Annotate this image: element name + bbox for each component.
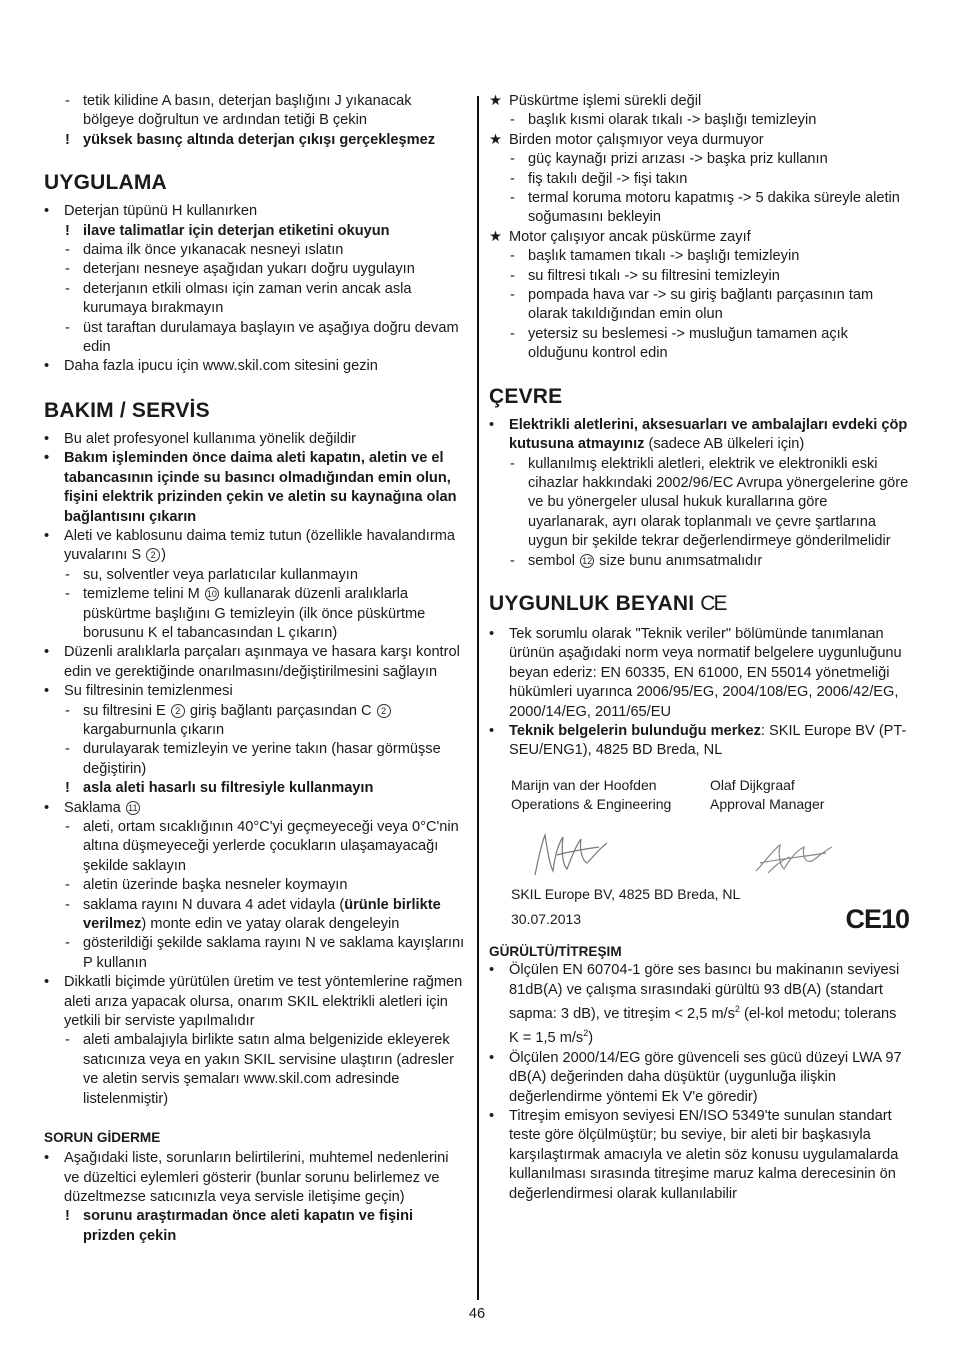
list-item: - su filtresi tıkalı -> su filtresini temizleyin <box>510 267 780 284</box>
left-column <box>44 92 466 1246</box>
section-heading-uygunluk: UYGUNLUK BEYANI CE <box>489 591 726 615</box>
list-item: - daima ilk önce yıkanacak nesneyi ıslatın <box>65 242 344 259</box>
list-item: - durulayarak temizleyin ve yerine takın (hasar görmüşse değiştirin) <box>65 741 441 777</box>
list-item: - gösterildiği şekilde saklama rayını N ve saklama kayışlarını P kullanın <box>65 935 465 971</box>
list-item: - aletin üzerinde başka nesneler koymayın <box>65 877 348 894</box>
section-heading-gurultu: GÜRÜLTÜ/TİTREŞIM <box>489 944 622 960</box>
list-item: - sembol 12 size bunu anımsatmalıdır <box>510 552 763 569</box>
list-item: • Düzenli aralıklarla parçaları aşınmaya ve hasara karşı kontrol edin ve gerektiğinde onarılmasını/değiştirilmesini sağlayın <box>44 644 460 680</box>
list-item: - aleti, ortam sıcaklığının 40°C'yi geçmeyeceği veya 0°C'nin altına düşmeyeceği yerlerde çocukların ulaşamayacağı şekilde saklayın <box>65 819 459 874</box>
list-item: - temizleme telini M 10 kullanarak düzenli aralıklarla püskürtme başlığını G temizleyin (ilk önce püskürtme borusunu K el tabancasından L çıkarın) <box>65 586 426 641</box>
list-item: • Dikkatli biçimde yürütülen üretim ve test yöntemlerine rağmen aleti arıza yapacak olursa, onarım SKIL elektrikli aletleri için yetkili bir serviste yapılmalıdır <box>44 974 463 1030</box>
list-item: • Ölçülen EN 60704-1 göre ses basıncı bu makinanın seviyesi 81dB(A) ve çalışma sırasındaki gürültü 93 dB(A) (standart sapma: 3 dB), ve titreşim < 2,5 $m/s^2$ (el-kol metodu; tolerans K = 1,5 $m/s^2$) <box>489 962 900 1047</box>
list-item: - deterjanın etkili olması için zaman verin ancak asla kurumaya bırakmayın <box>65 280 412 317</box>
list-item: - güç kaynağı prizi arızası -> başka priz kullanın <box>510 151 828 168</box>
star-icon: ★ <box>489 93 503 109</box>
callout-circle: 2 <box>171 704 185 718</box>
list-item: - tetik kilidine A basın, deterjan başlığını J yıkanacak bölgeye doğrultun ve ardından tetiği B çekin <box>65 93 412 129</box>
warning-item: ! ilave talimatlar için deterjan etiketini okuyun <box>65 222 390 239</box>
declaration-date: 30.07.2013 <box>511 911 582 927</box>
list-item: • Elektrikli aletlerini, aksesuarları ve ambalajları evdeki çöp kutusuna atmayınız (sadece AB ülkeleri için) <box>489 416 908 453</box>
list-item: ★ Motor çalışıyor ancak püskürme zayıf <box>489 228 909 247</box>
list-item: - yetersiz su beslemesi -> musluğun tamamen açık olduğunu kontrol edin <box>510 325 848 362</box>
column-divider <box>477 96 479 1300</box>
callout-circle: 10 <box>206 589 217 600</box>
list-item: • Su filtresinin temizlenmesi <box>44 683 233 700</box>
ce-mark-icon: CE10 <box>845 904 909 934</box>
list-item: - termal koruma motoru kapatmış -> 5 dakika süreyle aletin soğumasını bekleyin <box>510 190 900 226</box>
list-item: • Bu alet profesyonel kullanıma yönelik değildir <box>44 430 357 447</box>
callout-circle: 2 <box>377 704 391 718</box>
list-item: - pompada hava var -> su giriş bağlantı parçasının tam olarak takıldığından emin olun <box>510 287 874 323</box>
warning-item: ! yüksek basınç altında deterjan çıkışı gerçekleşmez <box>65 131 436 148</box>
ce-mark-icon: CE <box>700 591 726 615</box>
list-item: • Saklama 11 <box>44 799 466 818</box>
callout-circle: 11 <box>126 801 140 815</box>
list-item: • Bakım işleminden önce daima aleti kapatın, aletin ve el tabancasının içinde su basıncı olmadığından emin olun, fişini elektrik prizinden çekin ve aletin su kaynağına olan bağlantısını çıkarın <box>44 450 457 525</box>
list-item: - fiş takılı değil -> fişi takın <box>510 170 688 187</box>
list-item: • Aleti ve kablosunu daima temiz tutun (özellikle havalandırma yuvalarını S 2 ) <box>44 527 455 564</box>
list-item: • Daha fazla ipucu için www.skil.com sitesini gezin <box>44 358 378 375</box>
list-item: • Teknik belgelerin bulunduğu merkez: SKIL Europe BV (PT-SEU/ENG1), 4825 BD Breda, NL <box>489 722 907 759</box>
section-heading-bakim: BAKIM / SERVİS <box>44 398 210 422</box>
signature-2 <box>710 815 909 885</box>
star-icon: ★ <box>489 131 503 148</box>
list-item: • Tek sorumlu olarak "Teknik veriler" bölümünde tanımlanan ürünün aşağıdaki norm veya normatif belgelere uygunluğunu beyan ederiz: EN 60335, EN 61000, EN 55014 yönetmeliği hükümleri uyarınca 2006/95/EG, 2004/108/EG, 2006/42/EG, 2000/14/EG, 2011/65/EU <box>489 625 902 720</box>
right-column <box>489 92 909 1204</box>
signature-1 <box>511 815 710 885</box>
list-item: - saklama rayını N duvara 4 adet vidayla (ürünle birlikte verilmez) monte edin ve yatay olarak dengeleyin <box>65 896 441 933</box>
section-heading-uygulama: UYGULAMA <box>44 171 167 195</box>
list-item: - üst taraftan durulamaya başlayın ve aşağıya doğru devam edin <box>65 319 459 356</box>
list-item: - başlık kısmi olarak tıkalı -> başlığı temizleyin <box>510 112 817 129</box>
list-item: - kullanılmış elektrikli aletleri, elektrik ve elektronikli eski cihazlar hakkındaki 2002/96/EC Avrupa yönergelerine göre ve bu yönergeler ulusal hukuk kurallarına göre uyarlanarak, ayrı olarak toplanmalı ve çevre şartlarına uygun bir şekilde tekrar değerlendirmeye gönderilmelidir <box>510 455 909 550</box>
section-heading-sorun: SORUN GİDERME <box>44 1130 161 1146</box>
list-item: • Aşağıdaki liste, sorunların belirtilerini, muhtemel nedenlerini ve düzeltici eylemleri gösterir (bunlar sorunu belirlemez ve düzeltmezse satıcınızla veya servisle iletişime geçin) <box>44 1150 449 1205</box>
section-heading-cevre: ÇEVRE <box>489 384 563 408</box>
list-item: ★ Püskürtme işlemi sürekli değil <box>489 92 909 111</box>
signatory-block <box>489 776 909 815</box>
list-item: • Titreşim emisyon seviyesi EN/ISO 5349'te sunulan standart teste göre ölçülmüştür; bu seviye, bir aleti bir başkasıyla karşılaştırmak amacıyla ve aletin söz konusu uygulamalarda kullanılması sırasında titreşime maruz kalma derecesinin ön değerlendirmesi olarak kullanılabilir <box>489 1107 899 1202</box>
list-item: - su, solventler veya parlatıcılar kullanmayın <box>65 566 358 583</box>
list-item: - aleti ambalajıyla birlikte satın alma belgenizide ekleyerek satıcınıza veya en yakın SKIL servisine ulaştırın (adresler ve aletin servis şemaları www.skil.com adresinde listelenmiştir) <box>65 1032 454 1107</box>
signatory-2: Olaf Dijkgraaf Approval Manager <box>710 776 825 813</box>
list-item: ★ Birden motor çalışmıyor veya durmuyor <box>489 131 909 150</box>
company-address: SKIL Europe BV, 4825 BD Breda, NL <box>511 885 741 902</box>
list-item: • Deterjan tüpünü H kullanırken <box>44 203 258 220</box>
star-icon: ★ <box>489 228 503 245</box>
warning-item: ! sorunu araştırmadan önce aleti kapatın ve fişini prizden çekin <box>65 1208 414 1244</box>
list-item: - başlık tamamen tıkalı -> başlığı temizleyin <box>510 248 800 265</box>
list-item: - deterjanı nesneye aşağıdan yukarı doğru uygulayın <box>65 261 415 278</box>
callout-circle: 2 <box>146 548 160 562</box>
page-number: 46 <box>468 1306 486 1322</box>
signatory-1: Marijn van der Hoofden Operations & Engineering <box>511 776 672 813</box>
list-item: - su filtresini E 2 giriş bağlantı parçasından C 2 kargaburnunla çıkarın <box>44 702 466 741</box>
list-item: • Ölçülen 2000/14/EG göre güvenceli ses gücü düzeyi LWA 97 dB(A) değerinden daha düşüktür (uygunluğa ilişkin değerlendirme yöntemi Ek V'e göredir) <box>489 1049 902 1105</box>
callout-circle: 12 <box>582 555 593 566</box>
warning-item: ! asla aleti hasarlı su filtresiyle kullanmayın <box>65 780 374 797</box>
